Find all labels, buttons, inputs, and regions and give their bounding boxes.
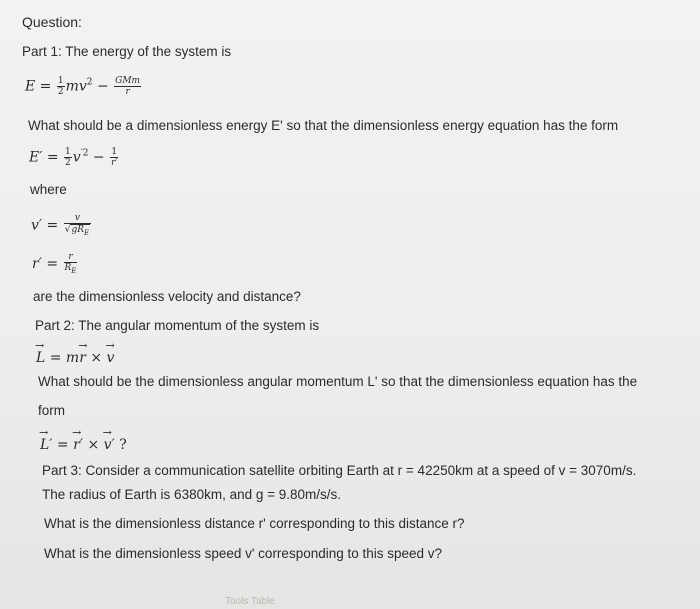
part3-line1: Part 3: Consider a communication satellite orbiting Earth at r = 42250km at a speed of v = 3070m/s. (42, 463, 637, 478)
part1-question: What should be a dimensionless energy E' so that the dimensionless energy equation has the form (28, 118, 619, 133)
faint-toolbar-text (0, 596, 700, 609)
part1-closing: are the dimensionless velocity and distance? (33, 289, 301, 304)
part3-line2: The radius of Earth is 6380km, and g = 9.80m/s/s. (42, 487, 342, 502)
part2-question-line2: form (38, 403, 65, 418)
part3-question-speed: What is the dimensionless speed v' corresponding to this speed v? (44, 546, 443, 561)
velocity-definition: v′ = $\frac{v}{√gR_E}$ (31, 213, 90, 237)
energy-equation: E = $\frac{1}{2}$ $mv^2$ − $\frac{\text{GMm}}{r}$ (25, 76, 141, 97)
dimensionless-energy-equation: E′ = $\frac{1}{2}$ $v^{'2}$ − $\frac{1}{r'}$ (29, 147, 118, 168)
angular-momentum-equation: → L = m→ r × → v (36, 350, 114, 366)
part3-question-distance: What is the dimensionless distance r' corresponding to this distance r? (44, 516, 465, 531)
where-label: where (30, 182, 67, 197)
distance-definition: r′ = $\frac{r}{R_E}$ (32, 252, 77, 275)
part2-question-line1: What should be the dimensionless angular momentum L' so that the dimensionless equation has the (38, 374, 638, 389)
faint-toolbar-label: Tools Table (225, 596, 275, 607)
question-label: Question: (22, 14, 82, 30)
part1-intro: Part 1: The energy of the system is (22, 44, 232, 59)
dimensionless-angular-momentum-equation: → L′ = → r′ × → v′ ? (40, 437, 127, 453)
part2-intro: Part 2: The angular momentum of the system is (35, 318, 320, 333)
